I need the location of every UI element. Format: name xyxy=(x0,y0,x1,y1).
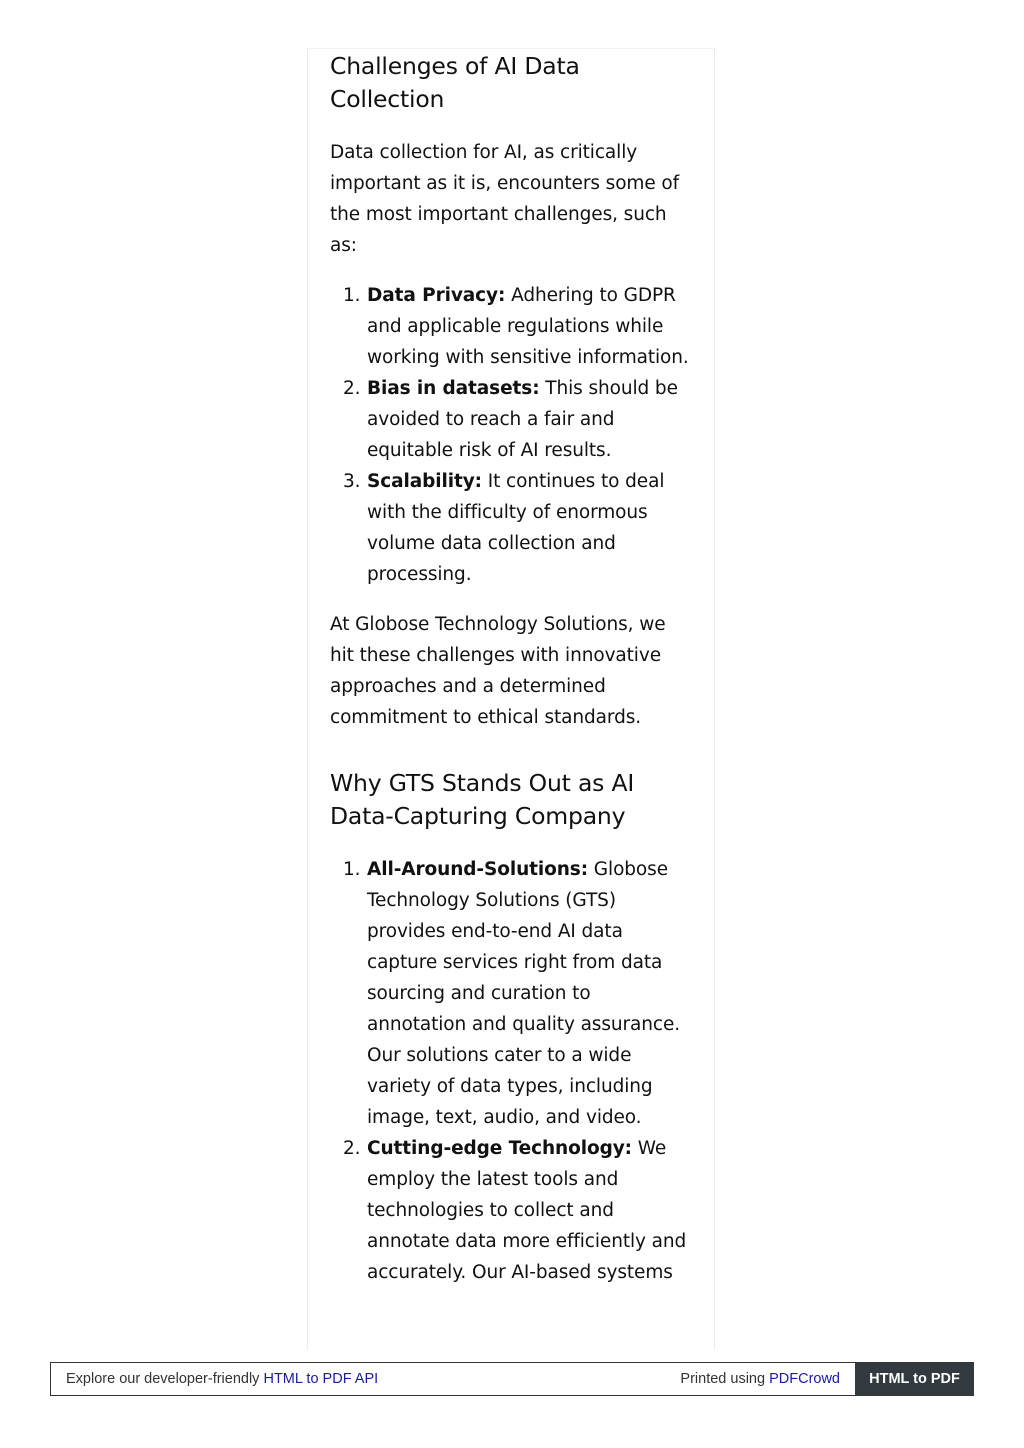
intro-paragraph: Data collection for AI, as critically important as it is, encounters some of the most important challenges, such as: xyxy=(330,142,680,256)
article-content xyxy=(330,49,692,1288)
list-item-text: This should be avoided to reach a fair and equitable risk of AI results. xyxy=(367,378,678,461)
list-item-cutting-edge-technology xyxy=(330,1133,692,1288)
list-item-term: Bias in datasets: xyxy=(367,378,540,399)
heading-why-gts: Why GTS Stands Out as AI Data-Capturing Company xyxy=(330,769,635,830)
challenges-list xyxy=(330,280,692,590)
list-number: 1. xyxy=(343,285,361,306)
article-column xyxy=(307,48,715,1350)
list-number: 1. xyxy=(343,859,361,880)
list-item-all-around-solutions xyxy=(330,854,692,1133)
list-item-text: Globose Technology Solutions (GTS) provides end-to-end AI data capture services right from data sourcing and curation to annotation and quality assurance. Our solutions cater to a wide variety of data types, including image, text, audio, and video. xyxy=(367,859,681,1128)
list-item-scalability xyxy=(330,466,692,590)
pdfcrowd-link[interactable]: PDFCrowd xyxy=(769,1371,840,1387)
list-item-term: Scalability: xyxy=(367,471,482,492)
heading-challenges: Challenges of AI Data Collection xyxy=(330,52,580,113)
list-item-term: All-Around-Solutions: xyxy=(367,859,589,880)
list-item-term: Data Privacy: xyxy=(367,285,506,306)
list-item-term: Cutting-edge Technology: xyxy=(367,1138,632,1159)
footer-printed-text: Printed using xyxy=(680,1371,770,1387)
html-to-pdf-badge[interactable]: HTML to PDF xyxy=(855,1362,974,1396)
list-item-bias-in-datasets xyxy=(330,373,692,466)
why-gts-list xyxy=(330,854,692,1288)
html-to-pdf-api-link[interactable]: HTML to PDF API xyxy=(263,1371,379,1387)
footer-printed xyxy=(680,1371,840,1387)
pdfcrowd-footer xyxy=(50,1362,974,1396)
outro-paragraph: At Globose Technology Solutions, we hit these challenges with innovative approaches and a determined commitment to ethical standards. xyxy=(330,614,666,728)
list-item-text: Adhering to GDPR and applicable regulations while working with sensitive information. xyxy=(367,285,689,368)
list-number: 3. xyxy=(343,471,361,492)
list-item-text: We employ the latest tools and technologies to collect and annotate data more efficiently and accurately. Our AI-based systems xyxy=(367,1138,687,1283)
list-number: 2. xyxy=(343,378,361,399)
footer-explore-text: Explore our developer-friendly xyxy=(66,1371,264,1387)
list-item-data-privacy xyxy=(330,280,692,373)
footer-explore xyxy=(66,1371,378,1387)
list-number: 2. xyxy=(343,1138,361,1159)
list-item-text: It continues to deal with the difficulty of enormous volume data collection and processing. xyxy=(367,471,665,585)
